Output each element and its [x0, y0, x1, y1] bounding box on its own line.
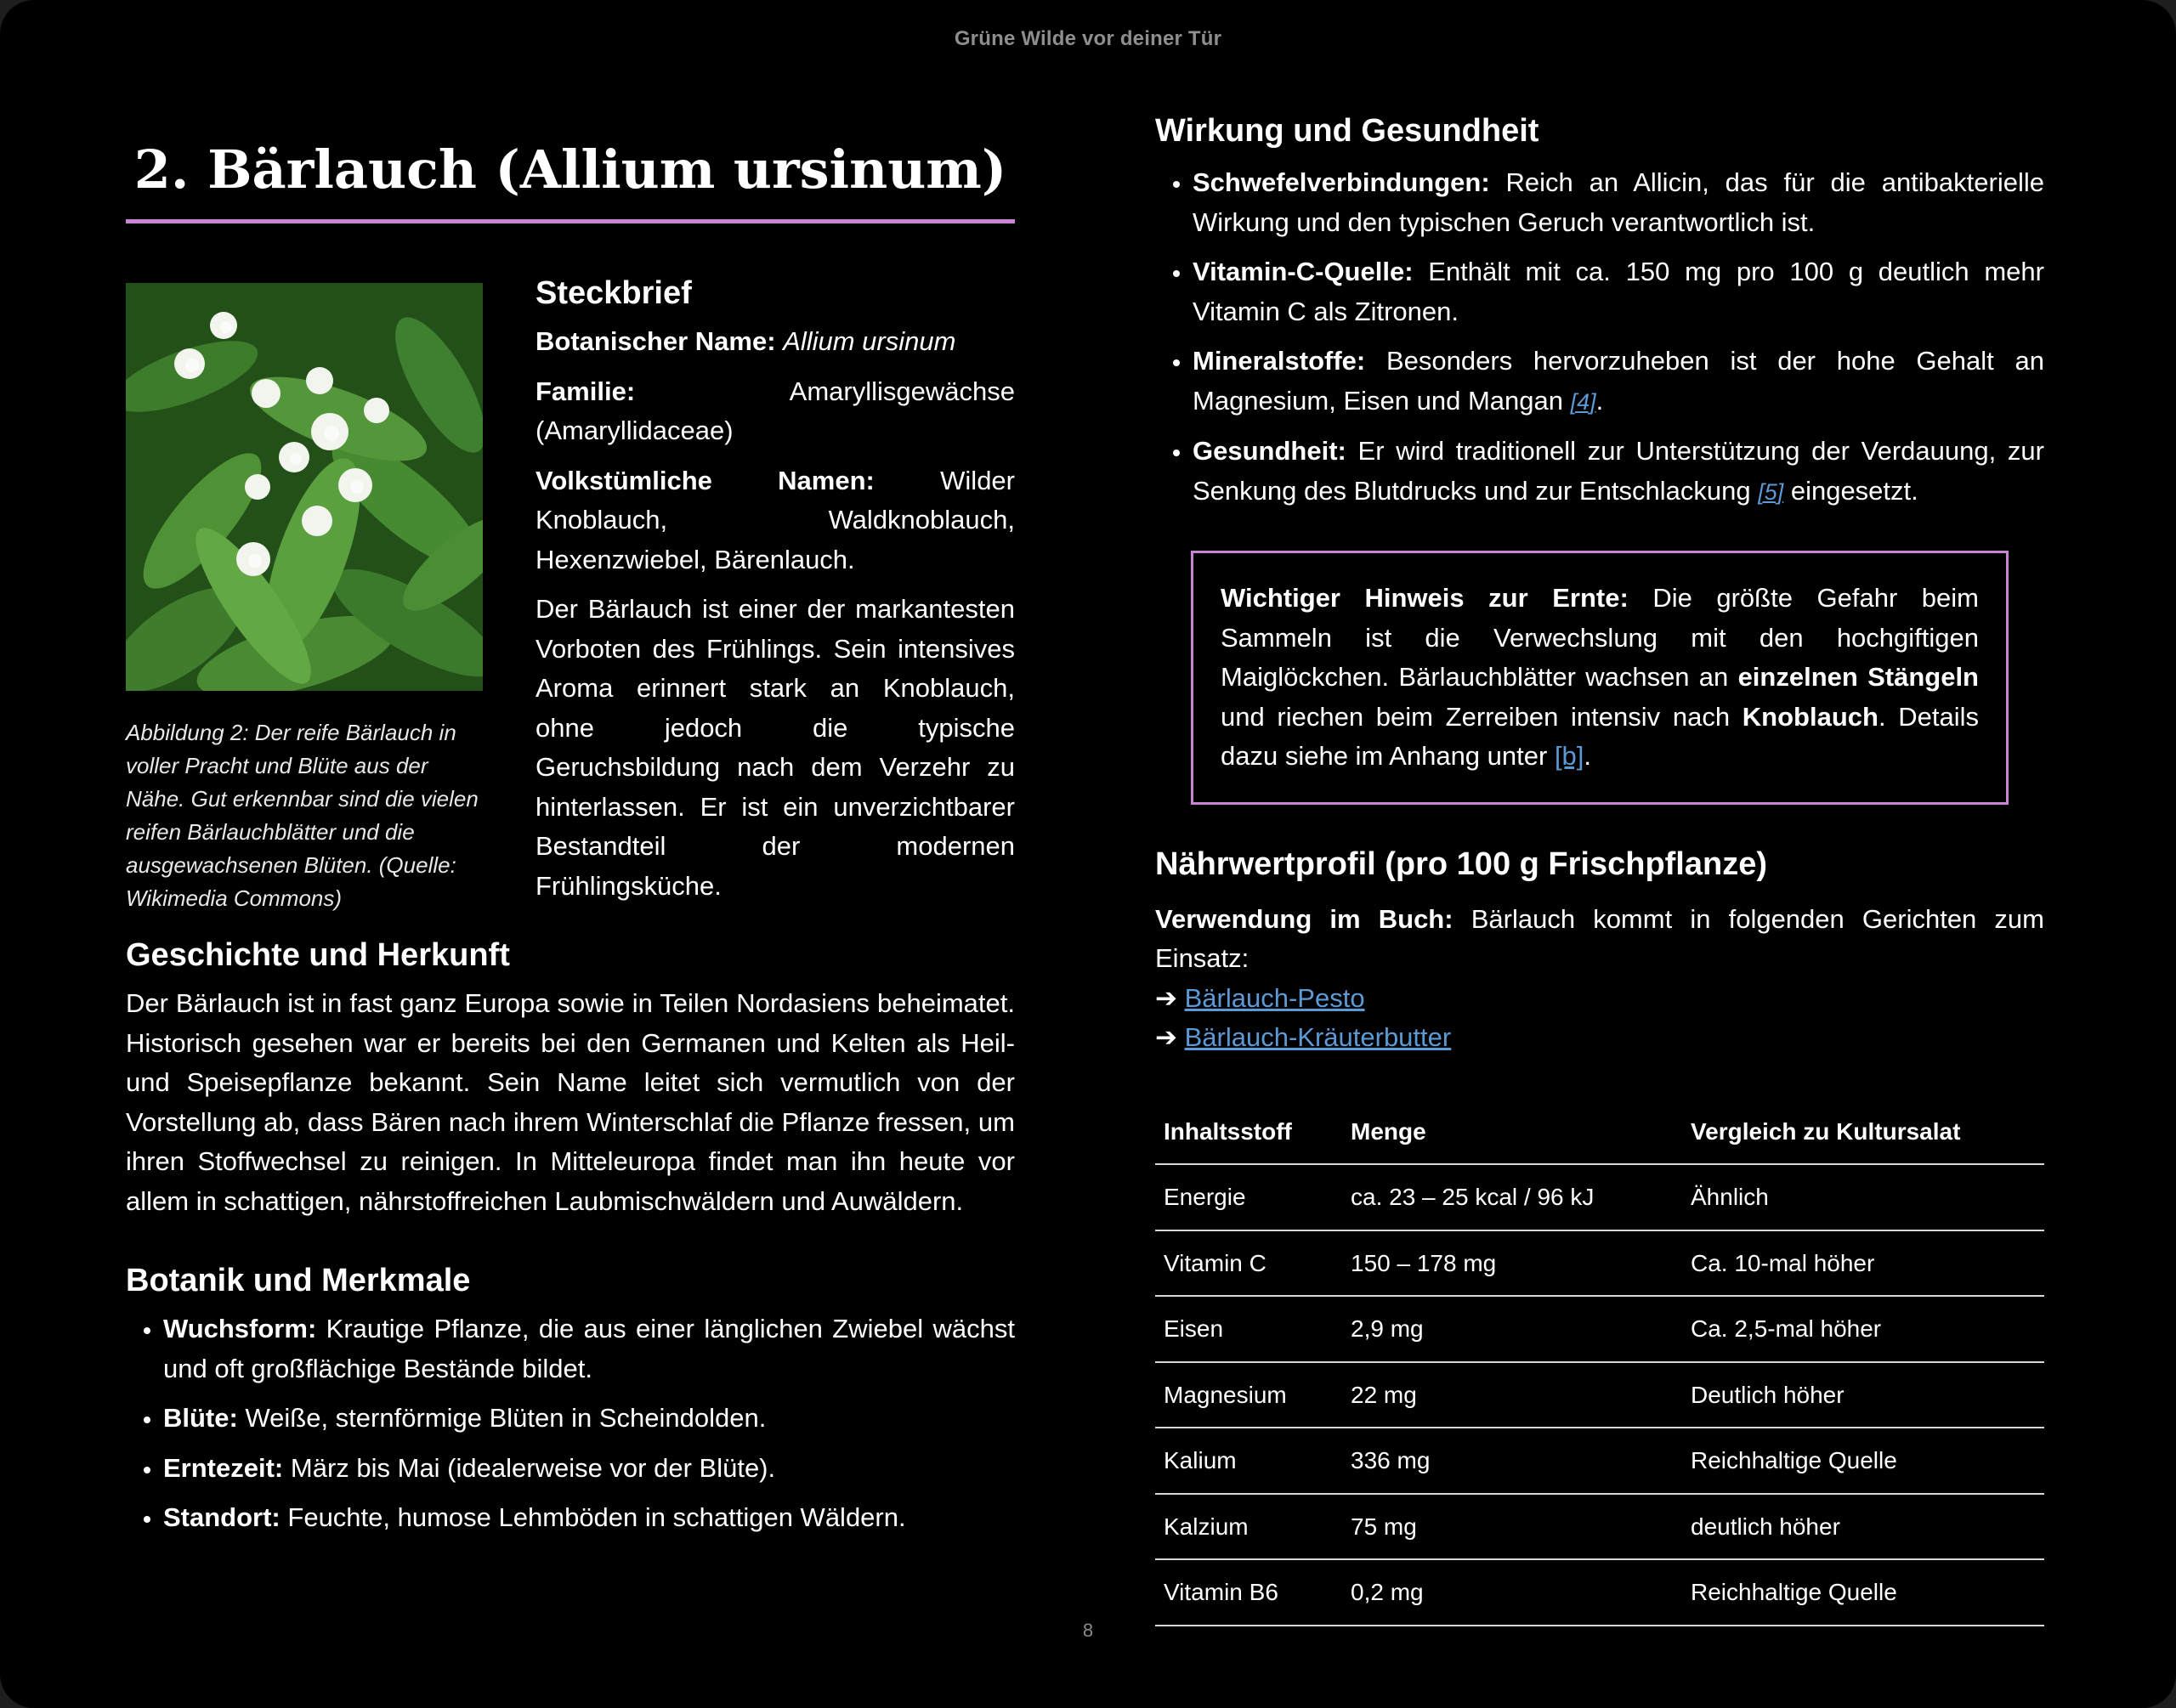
table-row — [1155, 1428, 2044, 1494]
arrow-icon: ➔ — [1155, 1022, 1177, 1052]
botanical-name: Botanischer Name: Allium ursinum — [536, 326, 956, 356]
table-row — [1155, 1362, 2044, 1428]
list-item: • Standort: Feuchte, humose Lehmböden in schattigen Wäldern. — [163, 1498, 1015, 1538]
table-cell: Reichhaltige Quelle — [1682, 1559, 2044, 1626]
effects-list — [1155, 163, 2044, 512]
running-header: Grüne Wilde vor deiner Tür — [954, 27, 1222, 50]
table-row — [1155, 1296, 2044, 1362]
recipe-link-pesto[interactable]: Bärlauch-Pesto — [1184, 982, 1365, 1013]
table-row — [1155, 1164, 2044, 1230]
figure-image[interactable] — [126, 283, 483, 691]
footnote-link-5[interactable]: [5] — [1758, 478, 1784, 505]
usage-block — [1155, 900, 2044, 1058]
history-heading: Geschichte und Herkunft — [126, 937, 510, 973]
harvest-warning-box — [1191, 551, 2009, 805]
table-cell: Kalzium — [1155, 1494, 1342, 1560]
figure — [126, 283, 483, 915]
table-cell: ca. 23 – 25 kcal / 96 kJ — [1342, 1164, 1682, 1230]
nutrition-table — [1155, 1100, 2044, 1626]
family: Familie: Amaryllisgewächse (Amaryllidaceae) — [536, 376, 1015, 445]
botany-heading: Botanik und Merkmale — [126, 1263, 471, 1298]
table-row — [1155, 1494, 2044, 1560]
right-column — [1155, 110, 2044, 1626]
table-cell: Magnesium — [1155, 1362, 1342, 1428]
table-cell: Deutlich höher — [1682, 1362, 2044, 1428]
footnote-link-4[interactable]: [4] — [1570, 388, 1596, 415]
table-header-row — [1155, 1100, 2044, 1165]
arrow-icon: ➔ — [1155, 982, 1177, 1013]
appendix-link-b[interactable]: [b] — [1554, 741, 1584, 771]
table-row — [1155, 1559, 2044, 1626]
nutrition-heading: Nährwertprofil (pro 100 g Frischpflanze) — [1155, 846, 1767, 882]
chapter-title: 2. Bärlauch (Allium ursinum) — [126, 136, 1015, 223]
list-item: • Erntezeit: März bis Mai (idealerweise vor der Blüte). — [163, 1449, 1015, 1489]
table-cell: 336 mg — [1342, 1428, 1682, 1494]
folk-names: Volkstümliche Namen: Wilder Knoblauch, Waldknoblauch, Hexenzwiebel, Bärenlauch. — [536, 465, 1015, 574]
table-cell: 2,9 mg — [1342, 1296, 1682, 1362]
table-cell: Vitamin C — [1155, 1230, 1342, 1297]
list-item: • Blüte: Weiße, sternförmige Blüten in Scheindolden. — [163, 1399, 1015, 1439]
recipe-link-kraeuterbutter[interactable]: Bärlauch-Kräuterbutter — [1184, 1022, 1452, 1052]
table-cell: Eisen — [1155, 1296, 1342, 1362]
table-cell: 0,2 mg — [1342, 1559, 1682, 1626]
table-cell: Energie — [1155, 1164, 1342, 1230]
table-cell: 22 mg — [1342, 1362, 1682, 1428]
list-item: • Wuchsform: Krautige Pflanze, die aus einer länglichen Zwiebel wächst und oft großflächige Bestände bildet. — [163, 1309, 1015, 1388]
list-item: • Vitamin-C-Quelle: Enthält mit ca. 150 mg pro 100 g deutlich mehr Vitamin C als Zitronen. — [1193, 252, 2044, 331]
warning-text: Wichtiger Hinweis zur Ernte: Die größte Gefahr beim Sammeln ist die Verwechslung mit den hochgiftigen Maiglöckchen. Bärlauchblätter wachsen an einzelnen Stängeln und riechen beim Zerreiben intensiv nach Knoblauch. Details dazu siehe im Anhang unter [b]. — [1221, 583, 1980, 771]
table-cell: 150 – 178 mg — [1342, 1230, 1682, 1297]
table-cell: deutlich höher — [1682, 1494, 2044, 1560]
botany-list — [126, 1309, 1015, 1538]
figure-caption: Abbildung 2: Der reife Bärlauch in voller Pracht und Blüte aus der Nähe. Gut erkennbar sind die vielen reifen Bärlauchblätter und die ausgewachsenen Blüten. (Quelle: Wikimedia Commons) — [126, 720, 479, 911]
effects-heading: Wirkung und Gesundheit — [1155, 113, 1539, 149]
column-header: Vergleich zu Kultursalat — [1682, 1100, 2044, 1165]
left-column — [126, 127, 1015, 1548]
table-row — [1155, 1230, 2044, 1297]
list-item: • Schwefelverbindungen: Reich an Allicin, das für die antibakterielle Wirkung und den typischen Geruch verantwortlich ist. — [1193, 163, 2044, 242]
steckbrief-heading: Steckbrief — [536, 275, 692, 311]
recipe-link-row — [1155, 1018, 2044, 1058]
list-item: • Mineralstoffe: Besonders hervorzuheben ist der hohe Gehalt an Magnesium, Eisen und Mangan [4]. — [1193, 342, 2044, 421]
table-cell: 75 mg — [1342, 1494, 1682, 1560]
table-cell: Vitamin B6 — [1155, 1559, 1342, 1626]
table-cell: Ca. 2,5-mal höher — [1682, 1296, 2044, 1362]
history-paragraph: Der Bärlauch ist in fast ganz Europa sowie in Teilen Nordasiens beheimatet. Historisch gesehen war er bereits bei den Germanen und Kelten als Heil- und Speisepflanze bekannt. Sein Name leitet sich vermutlich von der Vorstellung ab, dass Bären nach ihrem Winterschlaf die Pflanze fressen, um ihren Stoffwechsel zu reinigen. In Mitteleuropa findet man ihn heute vor allem in schattigen, nährstoffreichen Laubmischwäldern und Auwäldern. — [126, 988, 1015, 1216]
column-header: Menge — [1342, 1100, 1682, 1165]
table-cell: Ähnlich — [1682, 1164, 2044, 1230]
column-header: Inhaltsstoff — [1155, 1100, 1342, 1165]
table-cell: Kalium — [1155, 1428, 1342, 1494]
page-number: 8 — [1082, 1620, 1094, 1641]
table-cell: Ca. 10-mal höher — [1682, 1230, 2044, 1297]
usage-text: Verwendung im Buch: Bärlauch kommt in folgenden Gerichten zum Einsatz: — [1155, 903, 2044, 973]
intro-paragraph: Der Bärlauch ist einer der markantesten Vorboten des Frühlings. Sein intensives Aroma erinnert stark an Knoblauch, ohne jedoch die typische Geruchsbildung nach dem Verzehr zu hinterlassen. Er ist ein unverzichtbarer Bestandteil der modernen Frühlingsküche. — [536, 594, 1015, 901]
list-item: • Gesundheit: Er wird traditionell zur Unterstützung der Verdauung, zur Senkung des Blutdrucks und zur Entschlackung [5] eingesetzt. — [1193, 432, 2044, 512]
recipe-link-row — [1155, 979, 2044, 1019]
table-cell: Reichhaltige Quelle — [1682, 1428, 2044, 1494]
